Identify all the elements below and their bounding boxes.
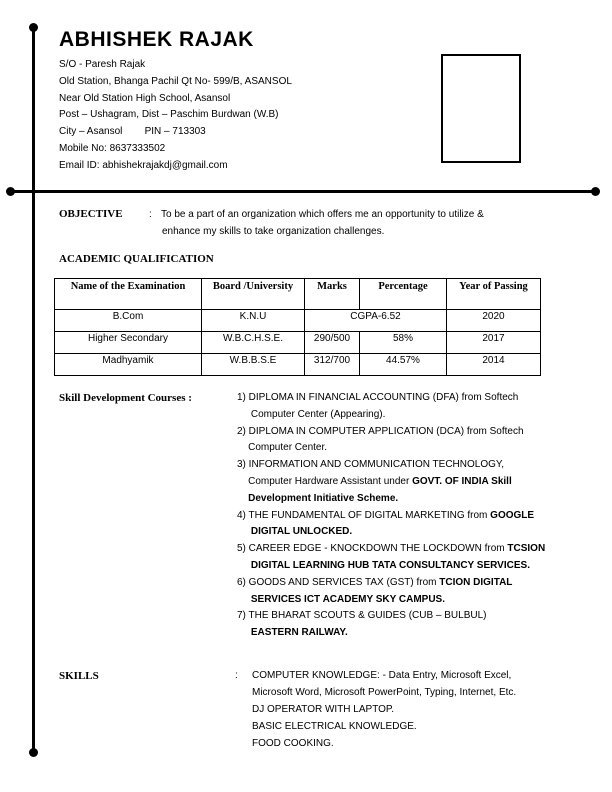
table-row xyxy=(55,354,541,376)
contact-block xyxy=(59,57,292,175)
objective-text-1: To be a part of an organization which offers me an opportunity to utilize & xyxy=(161,209,484,220)
contact-line: Near Old Station High School, Asansol xyxy=(59,92,231,104)
course-text-bold: Development Initiative Scheme. xyxy=(237,492,399,504)
course-text-bold: DIGITAL UNLOCKED. xyxy=(237,526,353,538)
academic-title: ACADEMIC QUALIFICATION xyxy=(59,253,214,265)
table-cell: 44.57% xyxy=(360,354,447,376)
course-text-bold: GOOGLE xyxy=(490,509,535,521)
course-text-bold: EASTERN RAILWAY. xyxy=(237,627,348,639)
table-cell: 2017 xyxy=(447,332,541,354)
col-header: Percentage xyxy=(360,279,447,310)
col-header: Board /University xyxy=(202,279,305,310)
course-text: Computer Hardware Assistant under xyxy=(237,475,413,487)
course-text-bold: GOVT. OF INDIA Skill xyxy=(412,475,512,487)
course-text-bold: TCION DIGITAL xyxy=(439,576,513,588)
col-header: Year of Passing xyxy=(447,279,541,310)
course-text: Computer Center. xyxy=(237,442,328,454)
table-cell: Higher Secondary xyxy=(55,332,202,354)
course-line xyxy=(237,541,545,558)
table-cell: W.B.B.S.E xyxy=(202,354,305,376)
course-line xyxy=(237,390,545,407)
table-cell: K.N.U xyxy=(202,310,305,332)
contact-line: Email ID: abhishekrajakdj@gmail.com xyxy=(59,159,228,171)
course-text: 1) DIPLOMA IN FINANCIAL ACCOUNTING (DFA) from Softech xyxy=(237,392,519,403)
objective-colon: : xyxy=(149,209,152,220)
table-row xyxy=(55,310,541,332)
course-text-bold: SERVICES ICT ACADEMY SKY CAMPUS. xyxy=(237,593,446,605)
skill-item: Microsoft Word, Microsoft PowerPoint, Typing, Internet, Etc. xyxy=(252,687,517,698)
table-cell: 2020 xyxy=(447,310,541,332)
col-header: Marks xyxy=(305,279,360,310)
course-line xyxy=(237,608,545,625)
contact-line: Post – Ushagram, Dist – Paschim Burdwan (W.B) xyxy=(59,109,279,121)
contact-line: City – Asansol PIN – 713303 xyxy=(59,126,206,138)
rule-dot-left xyxy=(6,187,15,196)
skills-label: SKILLS xyxy=(59,670,99,682)
table-cell: B.Com xyxy=(55,310,202,332)
table-cell: Madhyamik xyxy=(55,354,202,376)
horizontal-rule xyxy=(10,190,596,193)
course-line xyxy=(237,407,545,424)
skill-item: BASIC ELECTRICAL KNOWLEDGE. xyxy=(252,721,417,732)
skill-item: FOOD COOKING. xyxy=(252,738,334,749)
table-cell: 58% xyxy=(360,332,447,354)
rule-dot-top xyxy=(29,23,38,32)
course-text: 6) GOODS AND SERVICES TAX (GST) from xyxy=(237,576,440,588)
academic-table xyxy=(54,278,541,376)
col-header: Name of the Examination xyxy=(55,279,202,310)
course-line xyxy=(237,524,545,541)
objective-label: OBJECTIVE xyxy=(59,208,123,220)
rule-dot-right xyxy=(591,187,600,196)
course-line xyxy=(237,575,545,592)
course-text-bold: DIGITAL LEARNING HUB TATA CONSULTANCY SERVICES. xyxy=(237,559,530,571)
table-cell: W.B.C.H.S.E. xyxy=(202,332,305,354)
objective-text-2: enhance my skills to take organization challenges. xyxy=(162,226,385,237)
course-text: 4) THE FUNDAMENTAL OF DIGITAL MARKETING from xyxy=(237,509,491,521)
skills-list xyxy=(252,667,516,752)
course-line xyxy=(237,625,545,642)
course-text: 7) THE BHARAT SCOUTS & GUIDES (CUB – BULBUL) xyxy=(237,610,487,622)
course-line xyxy=(237,558,545,575)
vertical-rule xyxy=(32,27,35,753)
skill-item: DJ OPERATOR WITH LAPTOP. xyxy=(252,704,395,715)
table-row xyxy=(55,332,541,354)
course-line xyxy=(237,424,545,441)
table-cell: 312/700 xyxy=(305,354,360,376)
skill-item: COMPUTER KNOWLEDGE: - Data Entry, Microsoft Excel, xyxy=(252,670,512,681)
courses-list xyxy=(237,390,545,642)
rule-dot-bottom xyxy=(29,748,38,757)
table-cell: 2014 xyxy=(447,354,541,376)
course-line xyxy=(237,491,545,508)
candidate-name: ABHISHEK RAJAK xyxy=(59,28,254,51)
course-text: Computer Center (Appearing). xyxy=(237,408,386,420)
photo-placeholder xyxy=(441,54,521,163)
courses-label: Skill Development Courses : xyxy=(59,392,192,404)
course-line xyxy=(237,474,545,491)
table-cell: CGPA-6.52 xyxy=(305,310,447,332)
course-line xyxy=(237,508,545,525)
contact-line: Old Station, Bhanga Pachil Qt No- 599/B, ASANSOL xyxy=(59,75,292,87)
table-cell: 290/500 xyxy=(305,332,360,354)
course-text: 3) INFORMATION AND COMMUNICATION TECHNOLOGY, xyxy=(237,459,505,471)
course-line xyxy=(237,440,545,457)
course-text: 2) DIPLOMA IN COMPUTER APPLICATION (DCA) from Softech xyxy=(237,425,524,437)
contact-line: Mobile No: 8637333502 xyxy=(59,142,166,154)
course-text: 5) CAREER EDGE - KNOCKDOWN THE LOCKDOWN from xyxy=(237,543,508,555)
contact-line: S/O - Paresh Rajak xyxy=(59,59,146,70)
skills-colon: : xyxy=(235,670,238,681)
course-line xyxy=(237,457,545,474)
course-text-bold: TCSION xyxy=(507,543,546,555)
table-header-row xyxy=(55,279,541,310)
course-line xyxy=(237,592,545,609)
